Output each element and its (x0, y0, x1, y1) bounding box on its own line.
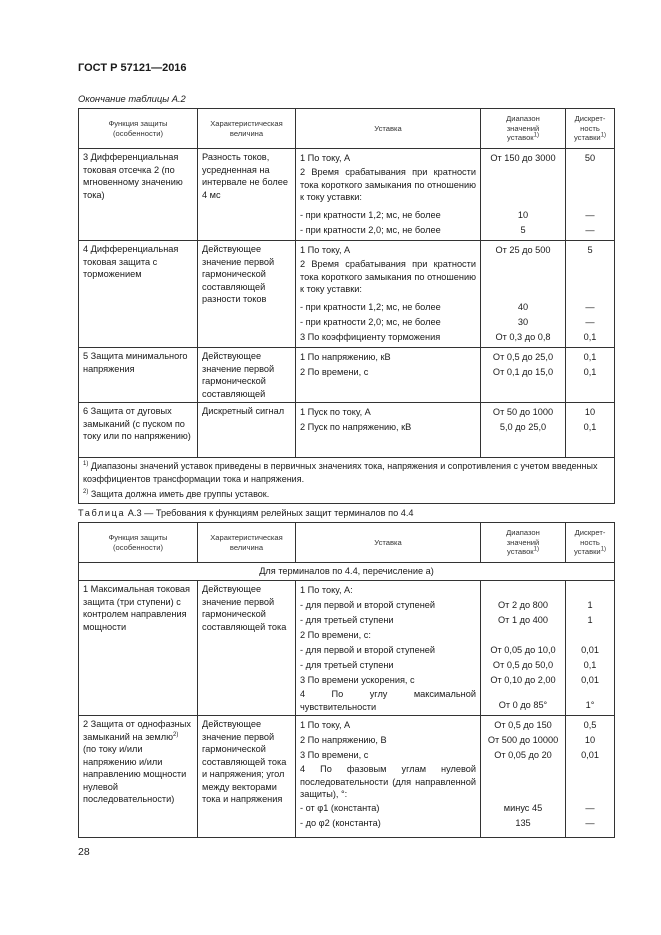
col-header-range: Диапазон значений уставок$^{1)}$ (481, 523, 566, 563)
characteristic-cell: Разность токов, усредненная на интервале не более 4 мс (198, 149, 296, 241)
col-header-characteristic: Характеристическая величина (198, 523, 296, 563)
function-cell: 3 Дифференциальная токовая отсечка 2 (по мгновенному значению тока) (79, 149, 198, 241)
col-header-function: Функция защиты (особенности) (79, 523, 198, 563)
table-row (79, 348, 615, 403)
col-header-discreteness: Дискрет- ность уставки$^{1)}$ (566, 523, 615, 563)
range-cell: От 0,5 до 25,0 От 0,1 до 15,0 (481, 348, 566, 403)
table-row (79, 581, 615, 716)
setting-cell: 1 По току, А: - для первой и второй ступеней - для третьей ступени 2 По времени, с: - для первой и второй ступеней - для третьей ступени 3 По времени ускорения, с 4 По углу максимальной чувствительности (296, 581, 481, 716)
discreteness-cell: 5 — — 0,1 (566, 241, 615, 348)
characteristic-cell: Действующее значение первой гармонической составляющей разности токов (198, 241, 296, 348)
setting-cell: 1 По току, А 2 Время срабатывания при кратности тока короткого замыкания по отношению к току уставки: - при кратности 1,2; мс, не более - при кратности 2,0; мс, не более (296, 149, 481, 241)
characteristic-cell: Действующее значение первой гармонической составляющей тока и напряжения; угол между векторами тока и напряжения (198, 716, 296, 838)
function-cell: 2 Защита от однофазных замыканий на землю$^{2)}$ (по току и/или напряжению и/или направлению мощности нулевой последовательности) (79, 716, 198, 838)
table-a2 (78, 108, 615, 504)
table-row (79, 716, 615, 838)
range-cell: От 2 до 800 От 1 до 400 От 0,05 до 10,0 От 0,5 до 50,0 От 0,10 до 2,00 От 0 до 85° (481, 581, 566, 716)
col-header-function: Функция защиты (особенности) (79, 109, 198, 149)
table-a3-header (79, 523, 615, 563)
characteristic-cell: Действующее значение первой гармонической составляющей тока (198, 581, 296, 716)
discreteness-cell: 50 — — (566, 149, 615, 241)
function-cell: 4 Дифференциальная токовая защита с торможением (79, 241, 198, 348)
range-cell: От 50 до 1000 5,0 до 25,0 (481, 403, 566, 458)
table-a3-caption: Таблица А.3 — Требования к функциям релейных защит терминалов по 4.4 (78, 508, 414, 518)
col-header-discreteness: Дискрет- ность уставки$^{1)}$ (566, 109, 615, 149)
table-row (79, 149, 615, 241)
table-a2-caption: Окончание таблицы А.2 (78, 93, 186, 104)
setting-cell: 1 По току, А 2 По напряжению, В 3 По времени, с 4 По фазовым углам нулевой последовательности (для направленной защиты), °: - от φ1 (константа) - до φ2 (константа) (296, 716, 481, 838)
col-header-characteristic: Характеристическая величина (198, 109, 296, 149)
footnotes-cell (79, 458, 615, 504)
col-header-range: Диапазон значений уставок$^{1)}$ (481, 109, 566, 149)
function-cell: 5 Защита минимального напряжения (79, 348, 198, 403)
range-cell: От 25 до 500 40 30 От 0,3 до 0,8 (481, 241, 566, 348)
table-a3-section-row (79, 563, 615, 581)
discreteness-cell: 1 1 0,01 0,1 0,01 1° (566, 581, 615, 716)
setting-cell: 1 По напряжению, кВ 2 По времени, с (296, 348, 481, 403)
setting-cell: 1 Пуск по току, А 2 Пуск по напряжению, кВ (296, 403, 481, 458)
footnote: $^{2)}$ Защита должна иметь две группы уставок. (83, 489, 270, 499)
table-a2-notes (79, 458, 615, 504)
function-cell: 6 Защита от дуговых замыканий (с пуском по току или по напряжению) (79, 403, 198, 458)
setting-cell: 1 По току, А 2 Время срабатывания при кратности тока короткого замыкания по отношению к току уставки: - при кратности 1,2; мс, не более - при кратности 2,0; мс, не более 3 По коэффициенту торможения (296, 241, 481, 348)
section-label: Для терминалов по 4.4, перечисление а) (79, 563, 615, 581)
discreteness-cell: 10 0,1 (566, 403, 615, 458)
page-number: 28 (78, 846, 90, 858)
range-cell: От 0,5 до 150 От 500 до 10000 От 0,05 до 20 минус 45 135 (481, 716, 566, 838)
characteristic-cell: Дискретный сигнал (198, 403, 296, 458)
table-row (79, 403, 615, 458)
characteristic-cell: Действующее значение первой гармонической составляющей (198, 348, 296, 403)
table-a3-rows (78, 562, 615, 838)
footnote: $^{1)}$ Диапазоны значений уставок приведены в первичных значениях тока, напряжения и сопротивления с учетом введенных коэффициентов трансформации тока и напряжения. (83, 461, 598, 484)
document-title: ГОСТ Р 57121—2016 (78, 62, 187, 74)
discreteness-cell: 0,5 10 0,01 — — (566, 716, 615, 838)
range-cell: От 150 до 3000 10 5 (481, 149, 566, 241)
function-cell: 1 Максимальная токовая защита (три ступени) с контролем направления мощности (79, 581, 198, 716)
table-row (79, 241, 615, 348)
table-a3 (78, 522, 615, 563)
table-a2-header (79, 109, 615, 149)
col-header-setting: Уставка (296, 109, 481, 149)
discreteness-cell: 0,1 0,1 (566, 348, 615, 403)
col-header-setting: Уставка (296, 523, 481, 563)
